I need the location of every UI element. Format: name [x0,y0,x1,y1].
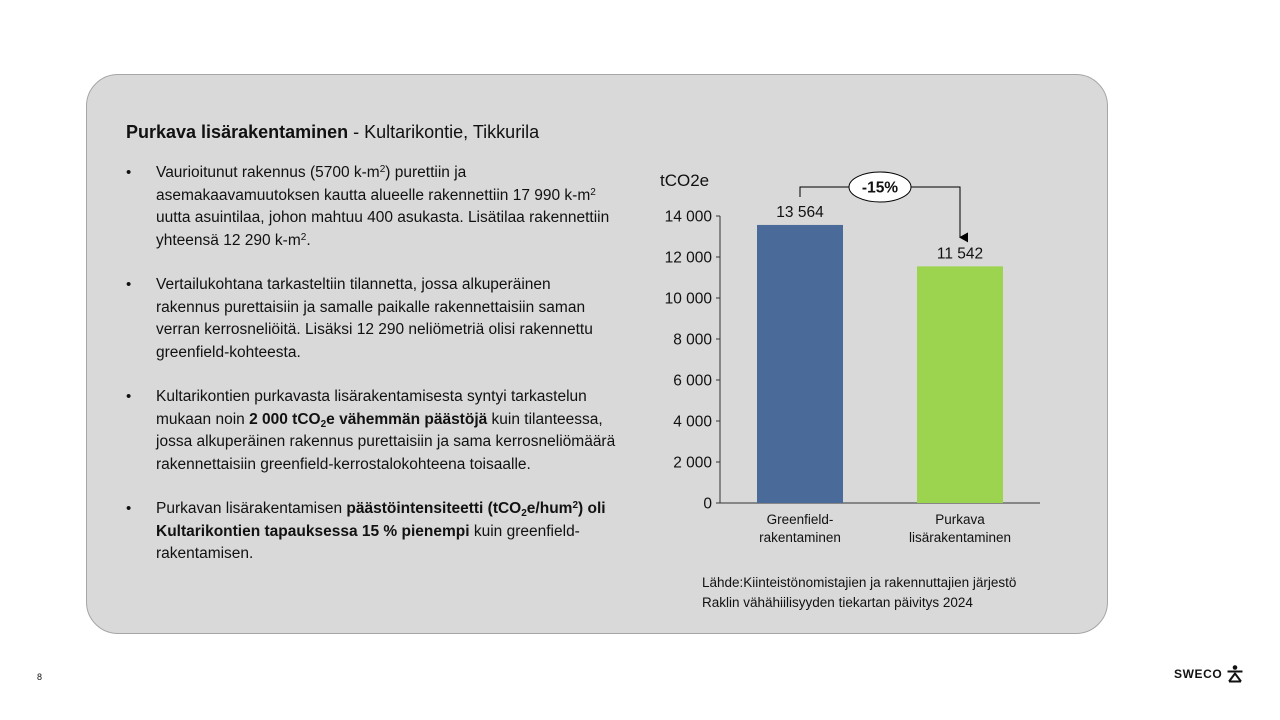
bullet-3-bold-a: 2 000 tCO [249,410,321,428]
x-tick-label: Greenfield- [766,512,834,527]
x-tick-label: rakentaminen [759,530,841,545]
bullet-1-sup-c: 2 [300,231,307,243]
source-line-2: Raklin vähähiilisyyden tiekartan päivitys 2024 [702,595,973,610]
bullet-1-text-c: uutta asuintilaa, johon mahtuu 400 asukasta. Lisätilaa rakennettiin yhteensä 12 290 k-m [156,209,610,249]
bullet-4-bold-c: ) oli Kultarikontien tapauksessa 15 % pienempi [156,500,606,540]
bullet-4-text-a: Purkavan lisärakentamisen [156,500,347,517]
bullet-1-text-b: ) purettiin ja asemakaavamuutoksen kautta alueelle rakennettiin 17 990 k-m [156,164,591,204]
bullet-2-text: Vertailukohtana tarkasteltiin tilannetta, jossa alkuperäinen rakennus purettaisiin ja samalle paikalle rakennettaisiin saman verran kerrosneliöitä. Lisäksi 12 290 neliömetriä olisi rakennettu greenfield-kohteesta. [156,276,593,361]
bullet-3-emphasis [249,411,487,428]
bullet-4-sup: 2 [572,500,579,511]
y-tick-label: 14 000 [664,208,712,226]
y-tick-label: 6 000 [673,372,712,390]
bullet-1-sup-b: 2 [590,186,596,198]
logo-text: SWECO [1174,667,1223,681]
bar [757,225,843,503]
bullet-item-1 [126,162,616,252]
heading-rest: - Kultarikontie, Tikkurila [348,122,540,142]
data-label: 13 564 [776,203,824,221]
bullet-3-sub: 2 [320,418,327,430]
source-note [702,573,1016,613]
x-tick-label: Purkava [935,512,985,527]
bar [917,266,1003,503]
bullet-4-sub: 2 [521,508,527,519]
bullet-4-bold-b: e/hum [526,500,573,517]
data-label: 11 542 [936,245,984,263]
bullet-3-text-b: kuin tilanteessa, jossa alkuperäinen rakennus purettaisiin ja sama kerrosneliömäärä rakennettaisiin greenfield-kerrostalokohteena toisaalle. [156,410,616,473]
bullet-list [126,162,616,588]
y-tick-label: 4 000 [673,413,712,431]
page-number: 8 [37,672,43,682]
bullet-item-4 [126,498,616,566]
y-tick-label: 12 000 [664,249,712,267]
bullet-4-text-b: kuin greenfield-rakentamisen. [156,522,580,562]
bullet-4-bold-a: päästöintensiteetti (tCO [346,500,522,517]
change-percent-label: -15% [861,179,899,197]
y-tick-label: 10 000 [664,290,712,308]
heading-bold: Purkava lisärakentaminen [126,122,349,142]
y-tick-label: 2 000 [673,454,712,472]
bullet-1-text-a: Vaurioitunut rakennus (5700 k-m [156,164,380,181]
bullet-item-2 [126,274,616,364]
bullet-item-3 [126,386,616,476]
x-tick-label: lisärakentaminen [908,530,1012,545]
bullet-1-text-d: . [306,231,311,249]
bullet-1-sup-a: 2 [379,164,386,175]
bullet-3-bold-b: e vähemmän päästöjä [326,410,488,428]
sweco-logo [1174,664,1245,684]
y-axis-label: tCO2e [660,171,710,190]
emissions-bar-chart [640,160,1080,560]
y-tick-label: 8 000 [673,331,712,349]
y-tick-label: 0 [703,495,712,513]
bullet-3-text-a: Kultarikontien purkavasta lisärakentamisesta syntyi tarkastelun mukaan noin [156,388,587,428]
slide-heading [126,122,539,143]
sweco-figure-icon [1225,664,1245,684]
source-line-1: Lähde:Kiinteistönomistajien ja rakennuttajien järjestö [702,575,1017,590]
